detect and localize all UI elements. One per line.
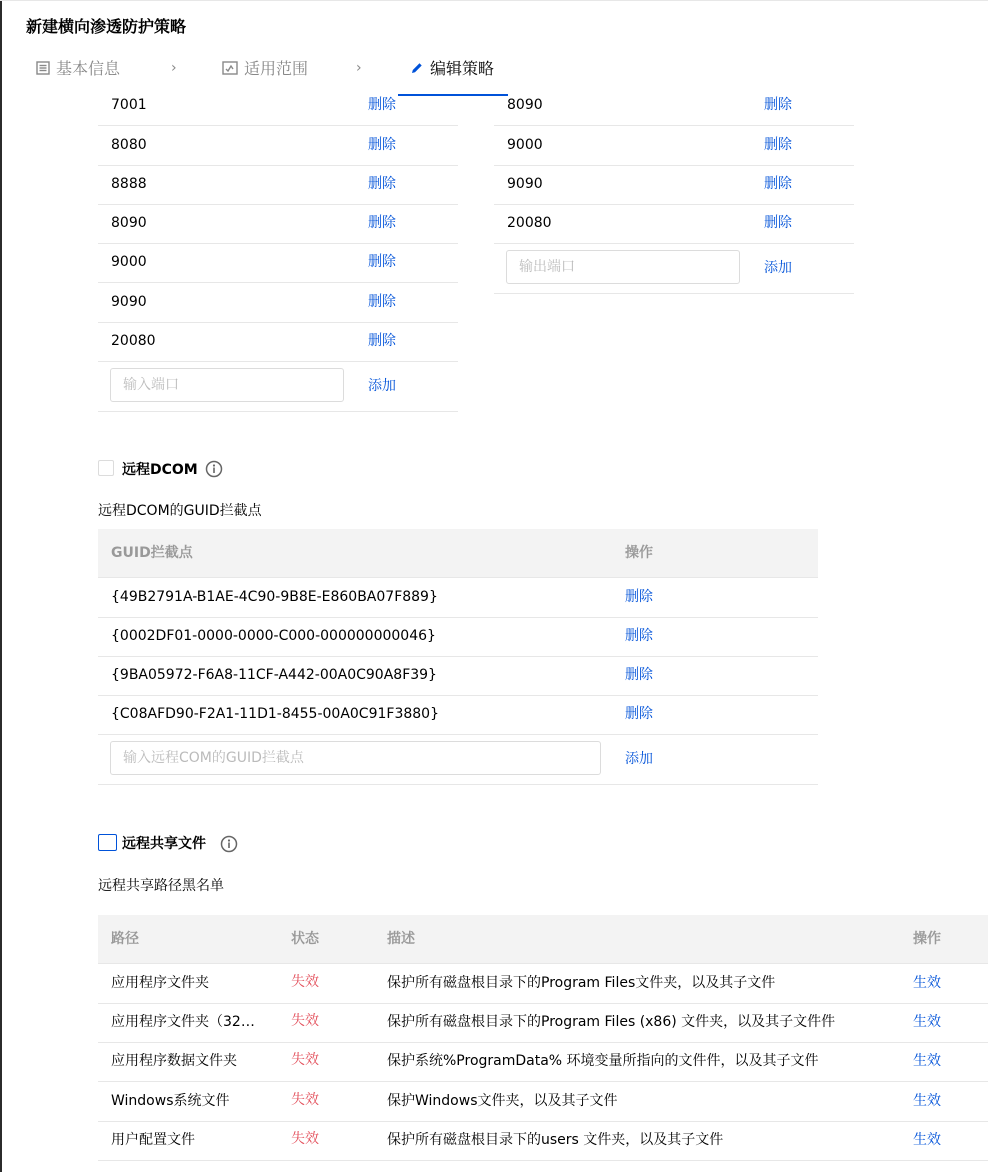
top-divider xyxy=(0,0,988,1)
table-row xyxy=(98,617,818,657)
guid-cell: {9BA05972-F6A8-11CF-A442-00A0C90A8F39} xyxy=(111,667,437,683)
step-edit-policy[interactable] xyxy=(410,50,494,90)
share-checkbox-label: 远程共享文件 xyxy=(122,836,206,852)
status-badge: 失效 xyxy=(291,1013,319,1029)
enable-button[interactable]: 生效 xyxy=(913,1093,941,1109)
description-cell: 保护所有磁盘根目录下的users 文件夹，以及其子文件 xyxy=(387,1132,724,1148)
add-guid-row xyxy=(98,735,818,785)
column-header: 状态 xyxy=(291,931,319,947)
table-row xyxy=(98,1121,988,1161)
share-section-header xyxy=(98,834,298,854)
status-badge: 失效 xyxy=(291,1131,319,1147)
column-header: 描述 xyxy=(387,931,415,947)
chevron-right-icon: › xyxy=(171,60,177,76)
status-badge: 失效 xyxy=(291,1092,319,1108)
delete-button[interactable]: 删除 xyxy=(764,137,792,153)
port-value: 8090 xyxy=(507,97,543,113)
port-value: 20080 xyxy=(507,215,552,231)
dcom-checkbox-label: 远程DCOM xyxy=(122,462,198,478)
delete-button[interactable]: 删除 xyxy=(625,667,653,683)
delete-button[interactable]: 删除 xyxy=(368,176,396,192)
dcom-checkbox[interactable] xyxy=(98,460,114,476)
list-item xyxy=(98,126,458,166)
add-port-button[interactable]: 添加 xyxy=(368,378,396,394)
port-input[interactable] xyxy=(110,368,344,402)
enable-button[interactable]: 生效 xyxy=(913,1053,941,1069)
enable-button[interactable]: 生效 xyxy=(913,1014,941,1030)
table-row xyxy=(98,1003,988,1043)
window-left-edge xyxy=(0,0,2,1172)
list-item xyxy=(494,86,854,126)
delete-button[interactable]: 删除 xyxy=(368,97,396,113)
add-guid-button[interactable]: 添加 xyxy=(625,751,653,767)
chevron-right-icon: › xyxy=(356,60,362,76)
delete-button[interactable]: 删除 xyxy=(764,215,792,231)
description-cell: 保护所有磁盘根目录下的Program Files (x86) 文件夹，以及其子文件件 xyxy=(387,1014,836,1030)
table-row xyxy=(98,1042,988,1082)
port-value: 9000 xyxy=(507,137,543,153)
delete-button[interactable]: 删除 xyxy=(625,628,653,644)
guid-cell: {49B2791A-B1AE-4C90-9B8E-E860BA07F889} xyxy=(111,589,438,605)
column-header: 操作 xyxy=(913,931,941,947)
dcom-section-header xyxy=(98,460,298,480)
port-value: 7001 xyxy=(111,97,147,113)
share-caption: 远程共享路径黑名单 xyxy=(98,878,224,894)
guid-input[interactable] xyxy=(110,741,601,775)
list-item xyxy=(494,204,854,244)
list-item xyxy=(494,165,854,205)
step-scope[interactable] xyxy=(222,50,308,90)
path-cell: 应用程序数据文件夹 xyxy=(111,1053,237,1069)
delete-button[interactable]: 删除 xyxy=(368,137,396,153)
add-port-row xyxy=(494,244,854,294)
list-item xyxy=(98,86,458,126)
table-row xyxy=(98,695,818,735)
port-value: 8090 xyxy=(111,215,147,231)
list-item xyxy=(98,243,458,283)
list-item xyxy=(494,126,854,166)
list-item xyxy=(98,204,458,244)
step-label: 基本信息 xyxy=(56,59,121,78)
port-value: 20080 xyxy=(111,333,156,349)
info-icon[interactable] xyxy=(205,460,223,482)
guid-cell: {C08AFD90-F2A1-11D1-8455-00A0C91F3880} xyxy=(111,706,439,722)
step-label: 适用范围 xyxy=(244,59,309,78)
status-badge: 失效 xyxy=(291,1052,319,1068)
scope-icon xyxy=(222,51,238,89)
description-cell: 保护所有磁盘根目录下的Program Files文件夹，以及其子文件 xyxy=(387,975,776,991)
add-port-button[interactable]: 添加 xyxy=(764,260,792,276)
delete-button[interactable]: 删除 xyxy=(368,254,396,270)
list-item xyxy=(98,165,458,205)
list-item xyxy=(98,322,458,362)
delete-button[interactable]: 删除 xyxy=(764,176,792,192)
dcom-caption: 远程DCOM的GUID拦截点 xyxy=(98,503,262,519)
list-icon xyxy=(36,51,50,89)
path-cell: 应用程序文件夹 xyxy=(111,975,209,991)
guid-cell: {0002DF01-0000-0000-C000-000000000046} xyxy=(111,628,436,644)
table-row xyxy=(98,1082,988,1122)
port-value: 9090 xyxy=(507,176,543,192)
description-cell: 保护Windows文件夹，以及其子文件 xyxy=(387,1093,618,1109)
delete-button[interactable]: 删除 xyxy=(368,333,396,349)
delete-button[interactable]: 删除 xyxy=(625,706,653,722)
port-value: 9090 xyxy=(111,294,147,310)
edit-icon xyxy=(410,51,424,89)
column-header: 路径 xyxy=(111,931,139,947)
path-cell: Windows系统文件 xyxy=(111,1093,230,1109)
enable-button[interactable]: 生效 xyxy=(913,975,941,991)
path-cell: 应用程序文件夹（32… xyxy=(111,1014,255,1030)
table-row xyxy=(98,964,988,1004)
status-badge: 失效 xyxy=(291,974,319,990)
page-title: 新建横向渗透防护策略 xyxy=(26,17,187,36)
delete-button[interactable]: 删除 xyxy=(764,97,792,113)
share-table-header xyxy=(98,915,988,964)
add-port-row xyxy=(98,362,458,412)
port-value: 9000 xyxy=(111,254,147,270)
share-checkbox[interactable] xyxy=(98,834,117,851)
description-cell: 保护系统%ProgramData% 环境变量所指向的文件件，以及其子文件 xyxy=(387,1053,819,1069)
info-icon[interactable] xyxy=(220,835,238,857)
port-value: 8888 xyxy=(111,176,147,192)
delete-button[interactable]: 删除 xyxy=(368,215,396,231)
path-cell: 用户配置文件 xyxy=(111,1132,195,1148)
dcom-table-header xyxy=(98,529,818,578)
table-row xyxy=(98,656,818,696)
table-row xyxy=(98,578,818,618)
delete-button[interactable]: 删除 xyxy=(625,589,653,605)
column-header: 操作 xyxy=(625,545,653,561)
enable-button[interactable]: 生效 xyxy=(913,1132,941,1148)
port-value: 8080 xyxy=(111,137,147,153)
step-label: 编辑策略 xyxy=(430,59,495,78)
delete-button[interactable]: 删除 xyxy=(368,294,396,310)
column-header: GUID拦截点 xyxy=(111,545,193,561)
outbound-port-input[interactable] xyxy=(506,250,740,284)
step-basic-info[interactable] xyxy=(36,50,120,90)
list-item xyxy=(98,283,458,323)
